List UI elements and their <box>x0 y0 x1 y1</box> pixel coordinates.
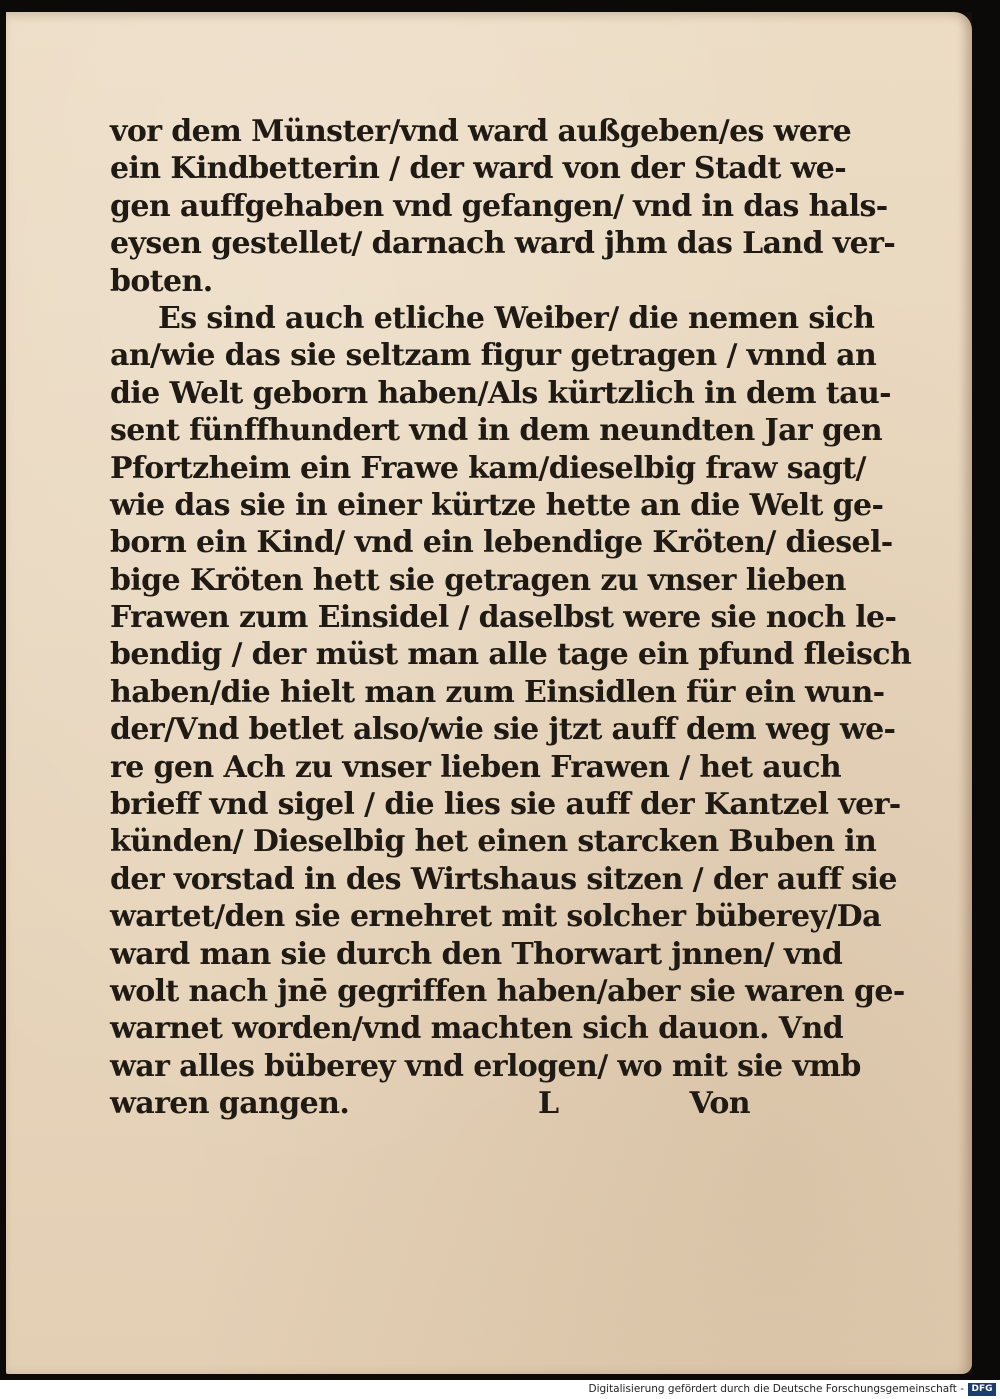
text-line: re gen Ach zu vnser lieben Frawen / het auch <box>110 749 842 785</box>
text-line: vor dem Münster/vnd ward außgeben/es were <box>110 114 852 149</box>
text-line: wartet/den sie ernehret mit solcher büberey/Da <box>110 899 881 935</box>
digitization-footer <box>0 1380 1000 1399</box>
text-line: warnet worden/vnd machten sich dauon. Vnd <box>110 1011 844 1047</box>
footer-credit: Digitalisierung gefördert durch die Deutsche Forschungsgemeinschaft - <box>588 1383 964 1395</box>
catchword: Von <box>689 1086 750 1122</box>
text-line: war alles büberey vnd erlogen/ wo mit sie vmb <box>110 1048 861 1084</box>
text-line: an/wie das sie seltzam figur getragen / vnnd an <box>110 338 877 374</box>
dfg-logo: DFG <box>968 1383 996 1396</box>
text-line: gen auffgehaben vnd gefangen/ vnd in das hals- <box>110 188 888 224</box>
text-line: bendig / der müst man alle tage ein pfund fleisch <box>110 637 912 673</box>
text-line: boten. <box>110 263 213 299</box>
text-line: born ein Kind/ vnd ein lebendige Kröten/ diesel- <box>110 525 893 561</box>
text-line: der/Vnd betlet also/wie sie jtzt auff dem weg we- <box>110 712 896 748</box>
text-line: brieff vnd sigel / die lies sie auff der Kantzel ver- <box>110 787 901 823</box>
text-line: Frawen zum Einsidel / daselbst were sie noch le- <box>110 600 897 636</box>
final-text-line: waren gangen. <box>110 1086 350 1122</box>
text-line: künden/ Dieselbig het einen starcken Buben in <box>110 824 877 860</box>
text-line: der vorstad in des Wirtshaus sitzen / der auff sie <box>110 861 897 897</box>
page-edge-shadow <box>958 12 972 1374</box>
page-text-block <box>110 113 912 1123</box>
book-page <box>6 12 972 1374</box>
text-line: bige Kröten hett sie getragen zu vnser lieben <box>110 562 846 598</box>
text-line: die Welt geborn haben/Als kürtzlich in dem tau- <box>110 375 892 411</box>
text-line: wolt nach jnē gegriffen haben/aber sie waren ge- <box>110 973 905 1009</box>
paragraph-start-line: Es sind auch etliche Weiber/ die nemen sich <box>158 300 875 336</box>
text-line: eysen gestellet/ darnach ward jhm das Land ver- <box>110 226 896 262</box>
text-line: ward man sie durch den Thorwart jnnen/ vnd <box>110 936 843 972</box>
text-line: sent fünffhundert vnd in dem neundten Jar gen <box>110 413 883 449</box>
final-line-row <box>110 1085 750 1122</box>
text-line: Pfortzheim ein Frawe kam/dieselbig fraw sagt/ <box>110 450 866 486</box>
text-line: haben/die hielt man zum Einsidlen für ein wun- <box>110 674 885 710</box>
text-line: wie das sie in einer kürtze hette an die Welt ge- <box>110 487 884 523</box>
signature-mark: L <box>538 1086 559 1122</box>
text-line: ein Kindbetterin / der ward von der Stadt we- <box>110 151 847 187</box>
